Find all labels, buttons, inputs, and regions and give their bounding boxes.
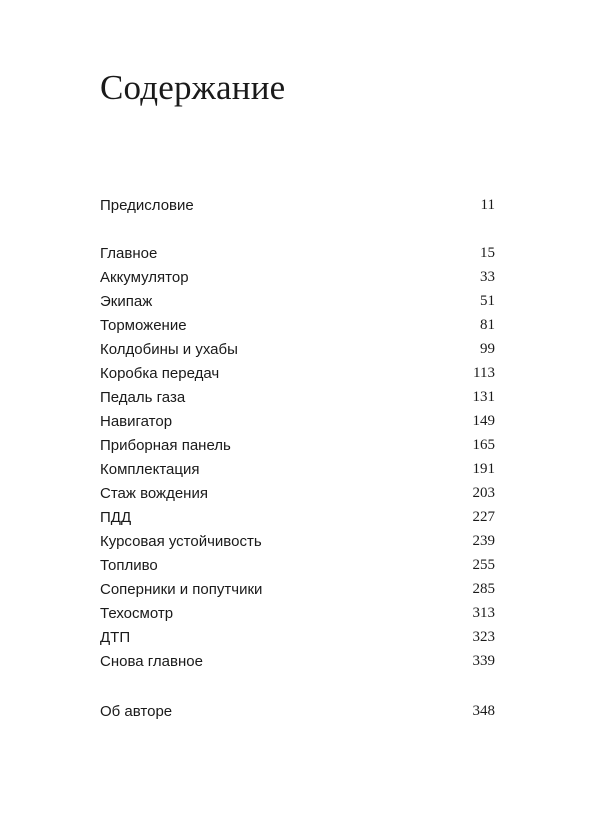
- toc-entry-page: 191: [472, 460, 495, 477]
- toc-entry: [100, 554, 495, 576]
- toc-entry: [100, 314, 495, 336]
- toc-entry-title: Торможение: [100, 316, 187, 334]
- toc-entry-page: 348: [472, 702, 495, 719]
- toc-entry-title: Экипаж: [100, 292, 153, 310]
- toc-entry-page: 113: [473, 364, 495, 381]
- toc-entry-title: Соперники и попутчики: [100, 580, 263, 598]
- toc-entry-page: 239: [472, 532, 495, 549]
- toc-entry-title: Аккумулятор: [100, 268, 189, 286]
- toc-entry: [100, 290, 495, 312]
- toc-entry: [100, 506, 495, 528]
- toc-entry-page: 81: [480, 316, 495, 333]
- toc-entry-title: Топливо: [100, 556, 158, 574]
- toc-entry-page: 227: [472, 508, 495, 525]
- toc-entry-title: Колдобины и ухабы: [100, 340, 238, 358]
- toc-entry-page: 203: [472, 484, 495, 501]
- toc-entry: [100, 626, 495, 648]
- toc-entry: [100, 482, 495, 504]
- toc-entry: [100, 650, 495, 672]
- toc-entry: [100, 266, 495, 288]
- toc-entry: [100, 242, 495, 264]
- toc-entry: [100, 458, 495, 480]
- toc-entry-page: 165: [472, 436, 495, 453]
- toc-entry-title: Главное: [100, 244, 158, 262]
- toc-entry-title: Техосмотр: [100, 604, 174, 622]
- toc-entry-page: 33: [480, 268, 495, 285]
- toc-entry: [100, 530, 495, 552]
- toc-entry-page: 99: [480, 340, 495, 357]
- toc-entry: [100, 194, 495, 216]
- toc-entry: [100, 434, 495, 456]
- toc-entry-page: 323: [472, 628, 495, 645]
- toc-entry: [100, 362, 495, 384]
- page-title: Содержание: [100, 68, 286, 107]
- toc-entry-title: Предисловие: [100, 196, 194, 214]
- toc-entry-page: 149: [472, 412, 495, 429]
- toc-entry-page: 339: [472, 652, 495, 669]
- toc-entry-page: 285: [472, 580, 495, 597]
- toc-entry-page: 131: [472, 388, 495, 405]
- toc-entry-page: 51: [480, 292, 495, 309]
- toc-entry-page: 15: [480, 244, 495, 261]
- toc-entry: [100, 386, 495, 408]
- toc-entry-title: Комплектация: [100, 460, 200, 478]
- toc-entry: [100, 410, 495, 432]
- toc-entry-title: Педаль газа: [100, 388, 186, 406]
- toc-entry-title: ПДД: [100, 508, 132, 526]
- toc-entry-title: ДТП: [100, 628, 131, 646]
- toc-entry-page: 11: [480, 196, 495, 213]
- toc-entry-title: Курсовая устойчивость: [100, 532, 262, 550]
- toc-entry-title: Об авторе: [100, 702, 173, 720]
- table-of-contents: [100, 0, 495, 827]
- toc-entry: [100, 578, 495, 600]
- toc-entry: [100, 338, 495, 360]
- toc-entry: [100, 700, 495, 722]
- toc-entry-title: Приборная панель: [100, 436, 231, 454]
- toc-entry-title: Снова главное: [100, 652, 203, 670]
- toc-entry-title: Навигатор: [100, 412, 173, 430]
- toc-entry: [100, 602, 495, 624]
- toc-entry-title: Коробка передач: [100, 364, 220, 382]
- toc-entry-title: Стаж вождения: [100, 484, 208, 502]
- toc-entry-page: 313: [472, 604, 495, 621]
- toc-entry-page: 255: [472, 556, 495, 573]
